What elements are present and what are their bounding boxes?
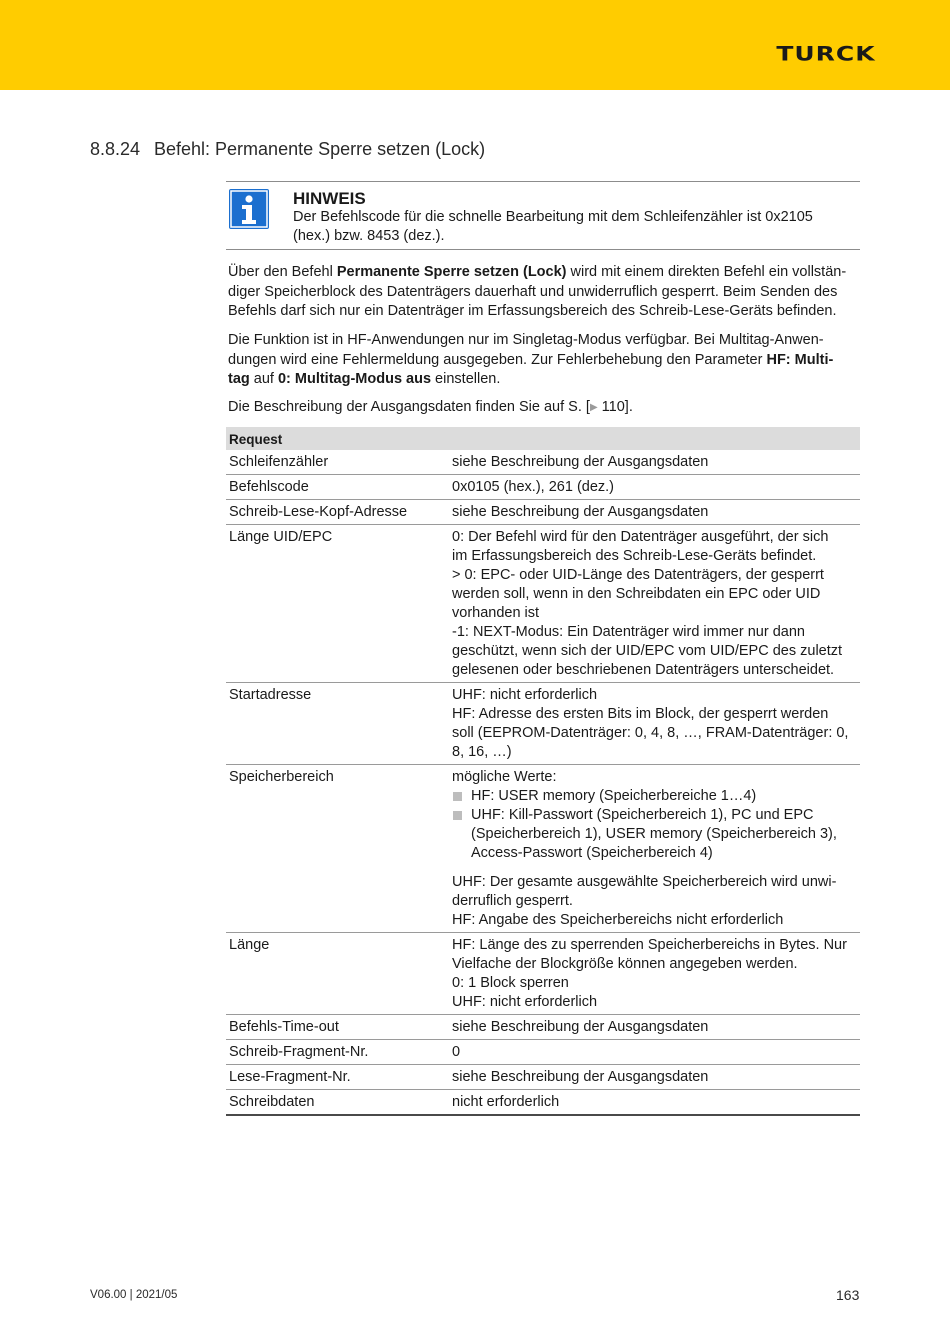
table-row — [226, 525, 860, 683]
page-number: 163 — [836, 1287, 860, 1303]
row-value — [452, 1093, 860, 1112]
section-title: Befehl: Permanente Sperre setzen (Lock) — [154, 139, 486, 159]
command-name: Permanente Sperre setzen (Lock) — [336, 264, 567, 280]
bullet-line: HF: USER memory (Speicherbereiche 1…4) — [471, 788, 757, 804]
value-line: siehe Beschreibung der Ausgangsdaten — [452, 1019, 709, 1035]
value-line: 8, 16, …) — [452, 744, 512, 760]
value-line: UHF: Der gesamte ausgewählte Speicherbereich wird unwi- — [452, 874, 837, 890]
request-table — [226, 427, 860, 1116]
value-line: 0 — [452, 1044, 461, 1060]
row-value — [452, 453, 860, 472]
row-label: Länge UID/EPC — [229, 529, 333, 545]
row-value — [452, 768, 860, 930]
info-icon — [229, 189, 269, 229]
value-line: siehe Beschreibung der Ausgangsdaten — [452, 504, 709, 520]
section-heading — [90, 139, 485, 160]
notice-box — [226, 181, 860, 250]
value-intro: mögliche Werte: — [452, 769, 557, 785]
notice-title: HINWEIS — [293, 189, 366, 208]
row-value — [452, 936, 860, 1012]
bullet-item — [452, 806, 854, 863]
bullet-square-icon — [453, 811, 462, 820]
value-line: 0: 1 Block sperren — [452, 975, 569, 991]
row-value — [452, 1068, 860, 1087]
row-label: Befehlscode — [229, 479, 309, 495]
row-value — [452, 1018, 860, 1037]
value-line: UHF: nicht erforderlich — [452, 687, 598, 703]
value-line: HF: Angabe des Speicherbereichs nicht erforderlich — [452, 912, 784, 928]
footer-version: V06.00 | 2021/05 — [90, 1289, 178, 1301]
section-number: 8.8.24 — [90, 139, 141, 159]
page-reference-link[interactable]: 110]. — [597, 399, 633, 415]
table-row — [226, 1090, 860, 1116]
table-row — [226, 683, 860, 765]
value-line: siehe Beschreibung der Ausgangsdaten — [452, 1069, 709, 1085]
paragraph-function: Die Funktion ist in HF-Anwendungen nur im Singletag-Modus verfügbar. Bei Multitag-Anwen- dungen wird eine Fehlermeldung ausgegeben. Zur Fehlerbehebung den Parameter HF: Multi- tag auf 0: Multitag-Modus aus einstellen. — [228, 332, 834, 387]
paragraph-intro: Über den Befehl Permanente Sperre setzen (Lock) wird mit einem direkten Befehl ein vollstän- diger Speicherblock des Datenträgers dauerhaft und unwiderruflich gesperrt. Beim Senden des Befehls darf sich nur ein Datenträger im Erfassungsbereich des Schreib-Lese-Geräts befinden. — [228, 264, 847, 319]
row-label: Startadresse — [229, 687, 312, 703]
row-label: Befehls-Time-out — [229, 1019, 339, 1035]
value-line: nicht erforderlich — [452, 1094, 560, 1110]
value-line: 0x0105 (hex.), 261 (dez.) — [452, 479, 615, 495]
value-line: gelesenen oder beschriebenen Datenträgers unterscheidet. — [452, 662, 835, 678]
value-line: -1: NEXT-Modus: Ein Datenträger wird immer nur dann — [452, 624, 805, 640]
bullet-line: UHF: Kill-Passwort (Speicherbereich 1), PC und EPC — [471, 807, 814, 823]
notice-text: Der Befehlscode für die schnelle Bearbeitung mit dem Schleifenzähler ist 0x2105 (hex.) bzw. 8453 (dez.). — [293, 209, 813, 244]
paragraph-reference: Die Beschreibung der Ausgangsdaten finden Sie auf S. [▶ 110]. — [228, 399, 633, 415]
table-row — [226, 1065, 860, 1090]
table-row — [226, 933, 860, 1015]
page-header-band — [0, 0, 950, 90]
row-label: Speicherbereich — [229, 769, 334, 785]
page-link-arrow-icon[interactable]: ▶ — [589, 402, 598, 413]
value-line: 0: Der Befehl wird für den Datenträger ausgeführt, der sich — [452, 529, 829, 545]
row-label: Lese-Fragment-Nr. — [229, 1069, 351, 1085]
table-header: Request — [226, 427, 860, 450]
bullet-line: (Speicherbereich 1), USER memory (Speicherbereich 3), — [471, 826, 837, 842]
value-line: im Erfassungsbereich des Schreib-Lese-Geräts befindet. — [452, 548, 817, 564]
value-line: > 0: EPC- oder UID-Länge des Datenträgers, der gesperrt — [452, 567, 824, 583]
turck-logo — [738, 40, 914, 66]
row-value — [452, 686, 860, 762]
value-line: soll (EEPROM-Datenträger: 0, 4, 8, …, FRAM-Datenträger: 0, — [452, 725, 849, 741]
value-line: derruflich gesperrt. — [452, 893, 573, 909]
logo-text: TURCK — [776, 42, 876, 66]
table-row — [226, 450, 860, 475]
bullet-line: Access-Passwort (Speicherbereich 4) — [471, 845, 713, 861]
row-label: Schreibdaten — [229, 1094, 315, 1110]
table-row — [226, 1040, 860, 1065]
value-line: werden soll, wenn in den Schreibdaten ein EPC oder UID — [452, 586, 821, 602]
row-label: Schreib-Lese-Kopf-Adresse — [229, 504, 408, 520]
row-value — [452, 503, 860, 522]
value-line: siehe Beschreibung der Ausgangsdaten — [452, 454, 709, 470]
value-line: HF: Adresse des ersten Bits im Block, der gesperrt werden — [452, 706, 829, 722]
bullet-square-icon — [453, 792, 462, 801]
row-label: Länge — [229, 937, 270, 953]
table-row — [226, 500, 860, 525]
table-row — [226, 475, 860, 500]
table-row — [226, 765, 860, 933]
row-value — [452, 478, 860, 497]
value-line: HF: Länge des zu sperrenden Speicherbereichs in Bytes. Nur — [452, 937, 847, 953]
row-label: Schreib-Fragment-Nr. — [229, 1044, 369, 1060]
row-value — [452, 528, 860, 680]
table-row — [226, 1015, 860, 1040]
bullet-item — [452, 787, 854, 806]
value-line: geschützt, wenn sich der UID/EPC vom UID/EPC des zuletzt — [452, 643, 843, 659]
value-line: vorhanden ist — [452, 605, 540, 621]
value-line: Vielfache der Blockgröße können angegeben werden. — [452, 956, 798, 972]
value-line: UHF: nicht erforderlich — [452, 994, 598, 1010]
row-label: Schleifenzähler — [229, 454, 329, 470]
row-value — [452, 1043, 860, 1062]
